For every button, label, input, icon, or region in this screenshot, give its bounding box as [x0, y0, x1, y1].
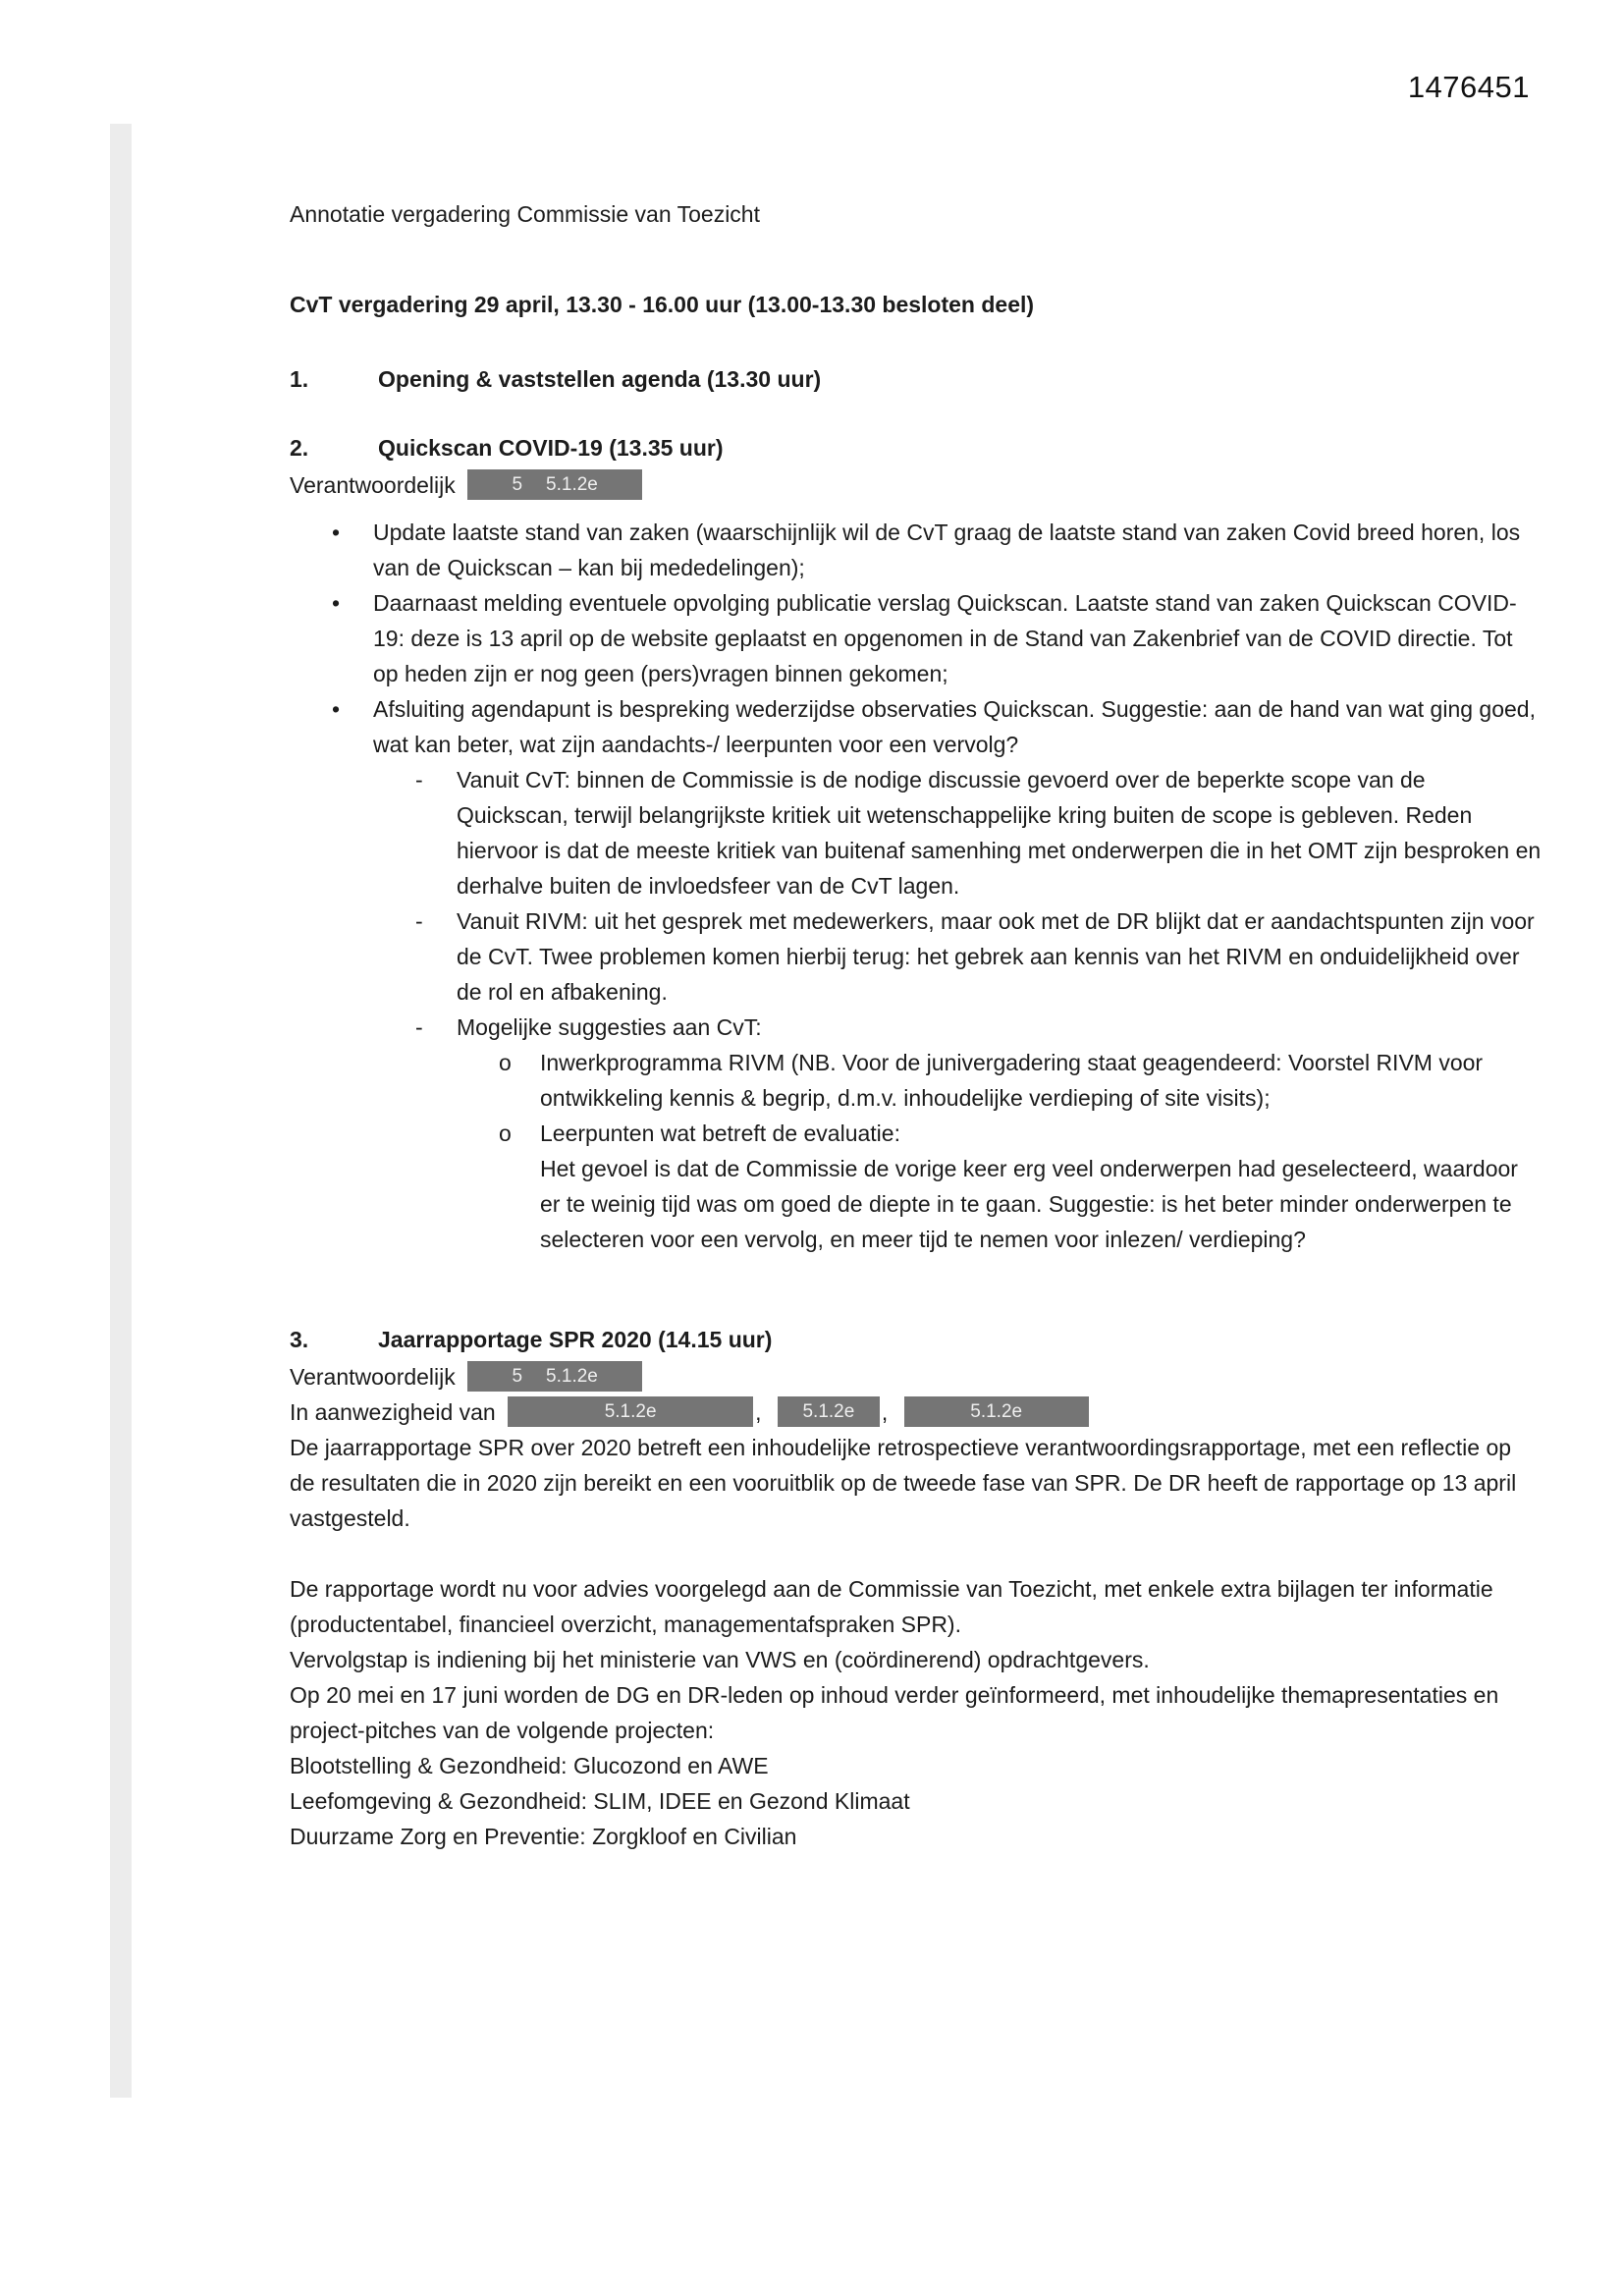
scan-artifact-strip — [110, 124, 132, 2098]
circle-text: Leerpunten wat betreft de evaluatie: — [540, 1121, 900, 1146]
dash-text: Mogelijke suggesties aan CvT: — [457, 1014, 762, 1040]
redaction-code: 5.1.2e — [604, 1401, 657, 1423]
list-item — [290, 1116, 1542, 1151]
meeting-title: CvT vergadering 29 april, 13.30 - 16.00 uur (13.00-13.30 besloten deel) — [290, 292, 1035, 317]
list-item — [290, 585, 1542, 691]
section-1-heading — [290, 361, 1542, 397]
redaction-box — [778, 1396, 880, 1427]
section-1-number: 1. — [290, 366, 309, 392]
section-2-responsible-line — [290, 467, 1542, 503]
dash-marker: - — [415, 767, 423, 793]
responsible-label: Verantwoordelijk — [290, 1364, 456, 1390]
circle-continuation-text: Het gevoel is dat de Commissie de vorige keer erg veel onderwerpen had geselecteerd, waardoor er te weinig tijd was om goed de diepte in te gaan. Suggestie: is het beter minder onderwerpen te selecteren voor een vervolg, en meer tijd te nemen voor inlezen/ verdieping? — [540, 1156, 1518, 1252]
section-3-title: Jaarrapportage SPR 2020 (14.15 uur) — [378, 1327, 773, 1352]
project-line-blootstelling: Blootstelling & Gezondheid: Glucozond en AWE — [290, 1753, 769, 1778]
redaction-code: 5.1.2e — [970, 1401, 1023, 1423]
redaction-box — [467, 469, 642, 500]
list-item — [290, 515, 1542, 585]
section-1-title: Opening & vaststellen agenda (13.30 uur) — [378, 366, 822, 392]
bullet-marker: • — [332, 696, 341, 722]
dash-marker: - — [415, 908, 423, 934]
redaction-ground: 5 — [512, 1366, 523, 1388]
redaction-code: 5.1.2e — [546, 1366, 598, 1388]
redaction-box — [467, 1361, 642, 1392]
section-3-number: 3. — [290, 1327, 309, 1352]
bullet-marker: • — [332, 519, 341, 545]
bullet-marker: • — [332, 590, 341, 616]
paragraph-line: Vervolgstap is indiening bij het ministerie van VWS en (coördinerend) opdrachtgevers. — [290, 1647, 1150, 1672]
dash-marker: - — [415, 1014, 423, 1040]
circle-marker: o — [499, 1121, 512, 1146]
list-item — [290, 1045, 1542, 1116]
section-3-heading — [290, 1322, 1542, 1357]
list-item — [290, 1010, 1542, 1045]
circle-marker: o — [499, 1050, 512, 1075]
paragraph-line: Op 20 mei en 17 juni worden de DG en DR-leden op inhoud verder geïnformeerd, met inhoudelijke themapresentaties en project-pitches van de volgende projecten: — [290, 1682, 1499, 1743]
redaction-box — [904, 1396, 1089, 1427]
list-item — [290, 903, 1542, 1010]
redaction-box — [508, 1396, 753, 1427]
section-3 — [290, 1322, 1542, 1854]
document-title: Annotatie vergadering Commissie van Toezicht — [290, 201, 760, 227]
dash-text: Vanuit CvT: binnen de Commissie is de nodige discussie gevoerd over de beperkte scope van de Quickscan, terwijl belangrijkste kritiek uit wetenschappelijke kring buiten de scope is gebleven. Reden hiervoor is dat de meeste kritiek van buitenaf samenhing met onderwerpen die in het OMT zijn besproken en derhalve buiten de invloedsfeer van de CvT lagen. — [457, 767, 1542, 899]
bullet-text: Afsluiting agendapunt is bespreking wederzijdse observaties Quickscan. Suggestie: aan de hand van wat ging goed, wat kan beter, wat zijn aandachts-/ leerpunten voor een vervolg? — [373, 696, 1536, 757]
document-content — [290, 196, 1542, 1854]
list-item — [290, 762, 1542, 903]
paragraph: De rapportage wordt nu voor advies voorgelegd aan de Commissie van Toezicht, met enkele extra bijlagen ter informatie (productentabel, financieel overzicht, managementafspraken SPR). — [290, 1576, 1493, 1637]
redaction-code: 5.1.2e — [546, 474, 598, 496]
attendance-label: In aanwezigheid van — [290, 1399, 496, 1425]
responsible-label: Verantwoordelijk — [290, 472, 456, 498]
separator: , — [881, 1399, 889, 1425]
section-3-responsible-line — [290, 1359, 1542, 1394]
redaction-code: 5.1.2e — [802, 1401, 855, 1423]
circle-text: Inwerkprogramma RIVM (NB. Voor de junivergadering staat geagendeerd: Voorstel RIVM voor ontwikkeling kennis & begrip, d.m.v. inhoudelijke verdieping of site visits); — [540, 1050, 1484, 1111]
dash-text: Vanuit RIVM: uit het gesprek met medewerkers, maar ook met de DR blijkt dat er aandachtspunten zijn voor de CvT. Twee problemen komen hierbij terug: het gebrek aan kennis van het RIVM en onduidelijkheid over de rol en afbakening. — [457, 908, 1535, 1005]
section-2-title: Quickscan COVID-19 (13.35 uur) — [378, 435, 724, 461]
bullet-text: Daarnaast melding eventuele opvolging publicatie verslag Quickscan. Laatste stand van zaken Quickscan COVID-19: deze is 13 april op de website geplaatst en opgenomen in de Stand van Zakenbrief van de COVID directie. Tot op heden zijn er nog geen (pers)vragen binnen gekomen; — [373, 590, 1517, 686]
project-line-duurzame: Duurzame Zorg en Preventie: Zorgkloof en Civilian — [290, 1824, 797, 1849]
section-2-number: 2. — [290, 435, 309, 461]
section-3-attendance-line — [290, 1394, 1542, 1430]
list-item — [290, 691, 1542, 762]
project-line-leefomgeving: Leefomgeving & Gezondheid: SLIM, IDEE en Gezond Klimaat — [290, 1788, 910, 1814]
redaction-ground: 5 — [512, 474, 523, 496]
document-number: 1476451 — [1407, 70, 1530, 104]
separator: , — [755, 1399, 762, 1425]
bullet-text: Update laatste stand van zaken (waarschijnlijk wil de CvT graag de laatste stand van zaken Covid breed horen, los van de Quickscan – kan bij mededelingen); — [373, 519, 1521, 580]
section-2-heading — [290, 430, 1542, 465]
paragraph: De jaarrapportage SPR over 2020 betreft een inhoudelijke retrospectieve verantwoordingsrapportage, met een reflectie op de resultaten die in 2020 zijn bereikt en een vooruitblik op de tweede fase van SPR. De DR heeft de rapportage op 13 april vastgesteld. — [290, 1435, 1517, 1531]
